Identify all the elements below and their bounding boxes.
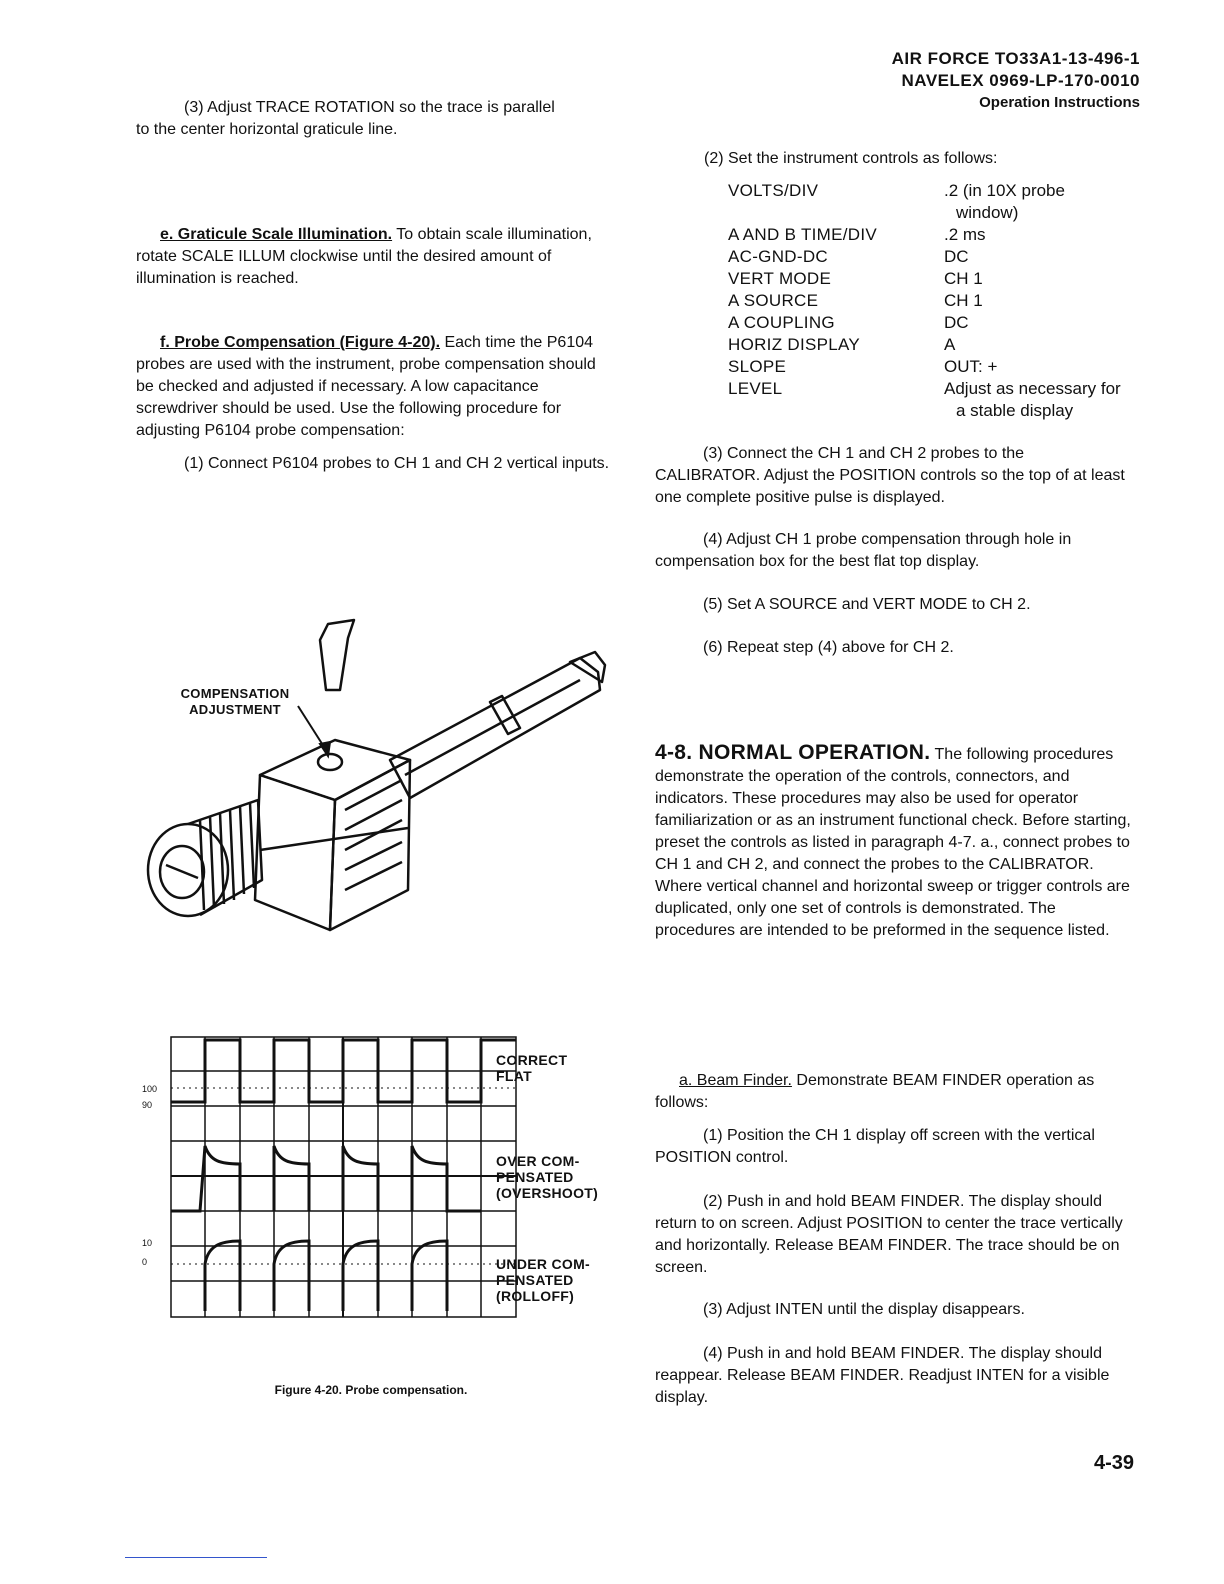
probe-barrel [390, 658, 600, 798]
section-4-8 [655, 742, 1133, 942]
adjustment-hole-icon [318, 754, 342, 770]
settings-row: VERT MODE CH 1 [728, 269, 983, 288]
compensation-adjustment-label: COMPENSATION ADJUSTMENT [180, 686, 290, 717]
settings-row: SLOPE OUT: + [728, 357, 998, 376]
beam-finder-step-2: (2) Push in and hold BEAM FINDER. The display should return to on screen. Adjust POSITION to center the trace vertically and horizontally. Release BEAM FINDER. The trace should be on screen. [655, 1193, 1123, 1276]
header-section: Operation Instructions [979, 94, 1140, 111]
step-3-trace-rotation: (3) Adjust TRACE ROTATION so the trace is parallel to the center horizontal graticule line. [136, 99, 555, 138]
settings-row: A COUPLING DC [728, 313, 969, 332]
settings-row: A AND B TIME/DIV .2 ms [728, 225, 986, 244]
footer-rule [125, 1557, 267, 1558]
header-navelex-number: NAVELEX 0969-LP-170-0010 [901, 71, 1140, 90]
figure-caption: Figure 4-20. Probe compensation. [274, 1383, 468, 1397]
settings-row: A SOURCE CH 1 [728, 291, 983, 310]
paragraph-f-title: f. Probe Compensation (Figure 4-20). [160, 334, 441, 351]
settings-row: HORIZ DISPLAY A [728, 335, 956, 354]
paragraph-f-step-1: (1) Connect P6104 probes to CH 1 and CH 2 vertical inputs. [184, 455, 610, 472]
step-4-adjust: (4) Adjust CH 1 probe compensation through hole in compensation box for the best flat top display. [655, 531, 1072, 570]
step-3-connect: (3) Connect the CH 1 and CH 2 probes to the CALIBRATOR. Adjust the POSITION controls so the top of at least one complete positive pulse is displayed. [655, 445, 1125, 506]
step-2-intro: (2) Set the instrument controls as follows: [704, 150, 998, 167]
page-number: 4-39 [1094, 1452, 1135, 1474]
header-af-number: AIR FORCE TO33A1-13-496-1 [891, 49, 1140, 68]
probe-illustration [140, 610, 640, 950]
paragraph-a-title: a. Beam Finder. [679, 1072, 792, 1089]
beam-finder-step-4: (4) Push in and hold BEAM FINDER. The display should reappear. Release BEAM FINDER. Readjust INTEN for a visible display. [655, 1345, 1110, 1406]
paragraph-f-text: Each time the P6104 probes are used with the instrument, probe compensation should be checked and adjusted if necessary. A low capacitance screwdriver should be used. Use the following procedure for adjusting P6104 probe compensation: [136, 334, 596, 439]
label-overcompensated: OVER COM- PENSATED (OVERSHOOT) [496, 1153, 599, 1201]
paragraph-a-text: Demonstrate BEAM FINDER operation as follows: [655, 1072, 1095, 1111]
paragraph-a-beam-finder [655, 1070, 1135, 1114]
label-undercompensated: UNDER COM- PENSATED (ROLLOFF) [496, 1256, 590, 1304]
screwdriver-icon [320, 620, 354, 690]
label-correct: CORRECT FLAT [496, 1052, 568, 1084]
step-6-repeat: (6) Repeat step (4) above for CH 2. [703, 639, 954, 656]
beam-finder-step-1: (1) Position the CH 1 display off screen with the vertical POSITION control. [655, 1127, 1095, 1166]
step-5-set-source: (5) Set A SOURCE and VERT MODE to CH 2. [703, 596, 1031, 613]
rolloff-waveform [205, 1241, 447, 1311]
section-4-8-title: 4-8. NORMAL OPERATION. [655, 741, 931, 764]
paragraph-e [136, 224, 606, 290]
page-header [892, 48, 1140, 114]
settings-row: AC-GND-DC DC [728, 247, 969, 266]
settings-row: VOLTS/DIV .2 (in 10X probe window) [728, 181, 1065, 222]
paragraph-f [136, 332, 614, 442]
section-4-8-text: The following procedures demonstrate the operation of the controls, connectors, and indicators. These procedures may also be used for operator familiarization or as an instrument functional check. Before starting, preset the controls as listed in paragraph 4-7. a., connect probes to CH 1 and CH 2, and connect the probes to the CALIBRATOR. Where vertical channel and horizontal sweep or trigger controls are duplicated, only one set of controls is demonstrated. The procedures are intended to be preformed in the sequence listed. [655, 746, 1131, 939]
overshoot-waveform [171, 1146, 481, 1211]
beam-finder-step-3: (3) Adjust INTEN until the display disappears. [703, 1301, 1025, 1318]
paragraph-e-text: To obtain scale illumination, rotate SCALE ILLUM clockwise until the desired amount of illumination is reached. [136, 226, 592, 287]
paragraph-e-title: e. Graticule Scale Illumination. [160, 226, 393, 243]
settings-table [728, 180, 1144, 422]
settings-row: LEVEL Adjust as necessary for a stable display [728, 379, 1121, 420]
probe-compensation-waveforms [170, 1036, 520, 1321]
